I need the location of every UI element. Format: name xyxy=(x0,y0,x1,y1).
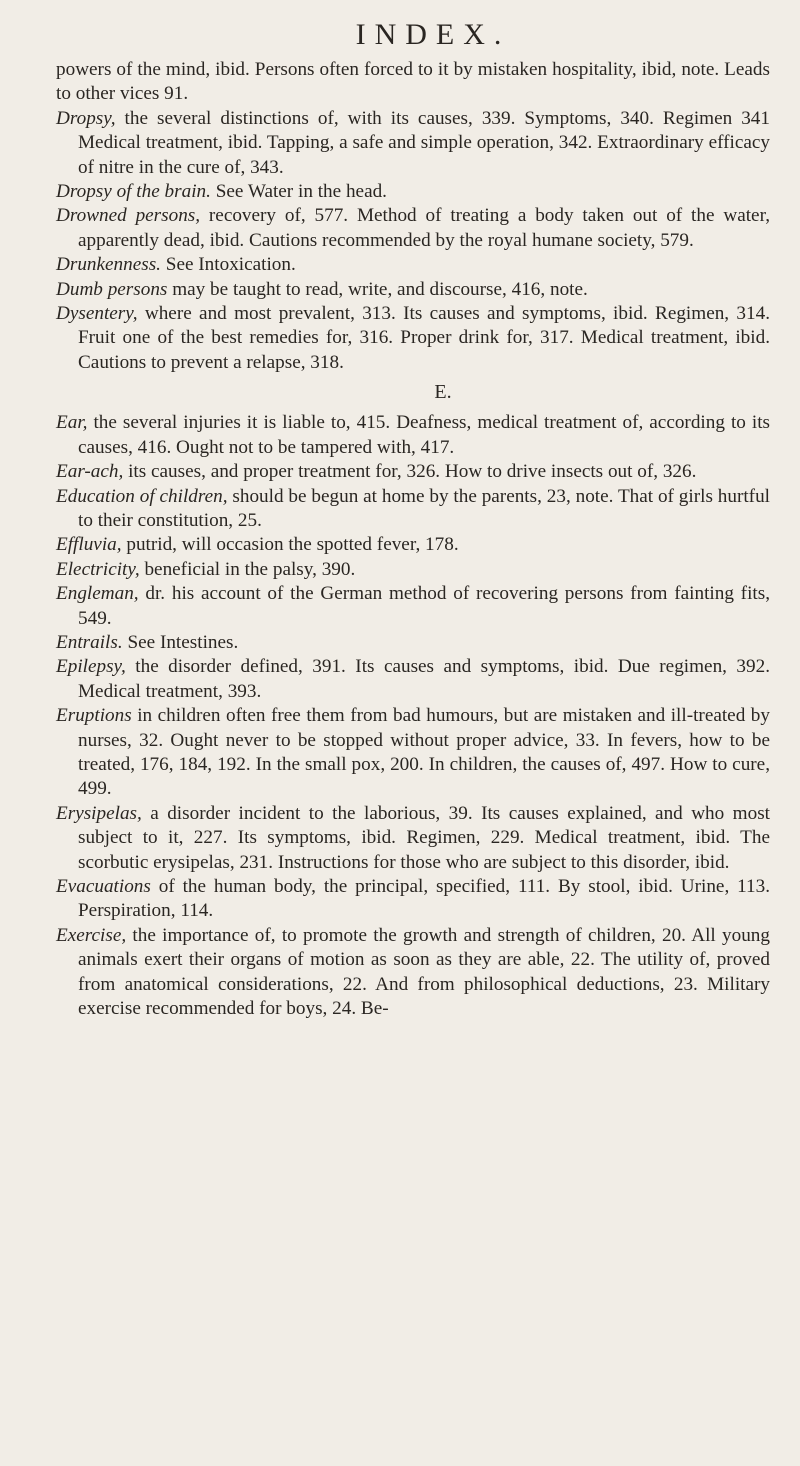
entry-headword: Entrails. xyxy=(56,631,123,653)
entry-text: of the human body, the principal, specified, 111. By stool, ibid. Urine, 113. Perspiration, 114. xyxy=(78,876,770,922)
running-head: INDEX. xyxy=(355,18,511,51)
index-entry xyxy=(56,278,770,302)
index-entry xyxy=(56,302,770,375)
entry-text: the disorder defined, 391. Its causes and symptoms, ibid. Due regimen, 392. Medical treatment, 393. xyxy=(78,656,770,702)
entry-text: dr. his account of the German method of recovering persons from fainting fits, 549. xyxy=(78,583,770,629)
entry-text: putrid, will occasion the spotted fever, 178. xyxy=(121,534,459,556)
entry-text: See Water in the head. xyxy=(210,181,387,203)
index-entry xyxy=(56,460,770,484)
entry-headword: Effluvia, xyxy=(56,534,122,556)
entry-text: the several distinctions of, with its causes, 339. Symptoms, 340. Regimen 341 Medical treatment, ibid. Tapping, a safe and simple operation, 342. Extraordinary efficacy of nitre in the cure of, 343. xyxy=(78,107,770,178)
entry-headword: Dysentery, xyxy=(56,303,138,325)
entry-text: See Intoxication. xyxy=(160,254,296,276)
entry-text: powers of the mind, ibid. Persons often forced to it by mistaken hospitality, ibid, note. Leads to other vices 91. xyxy=(56,59,770,105)
entry-text: should be begun at home by the parents, 23, note. That of girls hurtful to their constitution, 25. xyxy=(78,485,770,531)
index-entry xyxy=(56,704,770,802)
entry-text: may be taught to read, write, and discourse, 416, note. xyxy=(167,278,588,300)
entry-headword: Dropsy of the brain. xyxy=(56,181,211,203)
index-entry xyxy=(56,533,770,557)
index-entry xyxy=(56,655,770,704)
entry-headword: Engleman, xyxy=(56,583,139,605)
entry-headword: Education of children, xyxy=(56,485,228,507)
entry-headword: Drunkenness. xyxy=(56,254,161,276)
index-entry xyxy=(56,582,770,631)
index-entry xyxy=(56,253,770,277)
section-letter: E. xyxy=(434,381,452,404)
entry-text: the several injuries it is liable to, 415. Deafness, medical treatment of, according to its causes, 416. Ought not to be tampered with, 417. xyxy=(78,412,770,458)
entry-headword: Drowned persons, xyxy=(56,205,201,227)
entry-headword: Eruptions xyxy=(56,705,132,727)
entry-headword: Epilepsy, xyxy=(56,656,126,678)
entry-headword: Ear-ach, xyxy=(56,461,124,483)
entry-text: See Intestines. xyxy=(122,631,239,653)
entry-headword: Erysipelas, xyxy=(56,802,142,824)
entry-headword: Evacuations xyxy=(56,876,151,897)
index-entry xyxy=(56,180,770,204)
entry-text: its causes, and proper treatment for, 326. How to drive insects out of, 326. xyxy=(123,461,697,483)
entry-headword: Dropsy, xyxy=(56,107,116,129)
index-entry xyxy=(56,875,770,924)
index-entry xyxy=(56,485,770,534)
entry-text: the importance of, to promote the growth and strength of children, 20. All young animals exert their organs of motion as soon as they are able, 22. The utility of, proved from anatomical considerations, 22. And from philosophical deductions, 23. Military exercise recommended for boys, 24. Be- xyxy=(78,924,770,1020)
index-entry xyxy=(56,558,770,582)
entry-text: beneficial in the palsy, 390. xyxy=(139,558,356,580)
entry-text: where and most prevalent, 313. Its causes and symptoms, ibid. Regimen, 314. Fruit one of the best remedies for, 316. Proper drink for, 317. Medical treatment, ibid. Cautions to prevent a relapse, 318. xyxy=(78,303,770,373)
index-entry xyxy=(56,107,770,180)
entry-headword: Electricity, xyxy=(56,558,140,580)
index-entry xyxy=(56,802,770,875)
index-entry xyxy=(56,411,770,460)
entry-headword: Exercise, xyxy=(56,924,127,946)
entry-text: a disorder incident to the laborious, 39. Its causes explained, and who most subject to it, 227. Its symptoms, ibid. Regimen, 229. Medical treatment, ibid. The scorbutic erysipelas, 231. Instructions for those who are subject to this disorder, ibid. xyxy=(78,802,770,873)
entry-headword: Ear, xyxy=(56,412,88,434)
index-entry xyxy=(56,924,770,1022)
index-entry xyxy=(56,631,770,655)
index-entry xyxy=(56,204,770,253)
index-entry xyxy=(56,58,770,107)
entry-text: in children often free them from bad humours, but are mistaken and ill-treated by nurses, 32. Ought never to be stopped without proper advice, 33. In fevers, how to be treated, 176, 184, 192. In the small pox, 200. In children, the causes of, 497. How to cure, 499. xyxy=(78,705,770,800)
index-entries xyxy=(56,58,770,1021)
entry-headword: Dumb persons xyxy=(56,278,168,300)
entry-text: recovery of, 577. Method of treating a body taken out of the water, apparently dead, ibid. Cautions recommended by the royal humane society, 579. xyxy=(78,205,770,251)
